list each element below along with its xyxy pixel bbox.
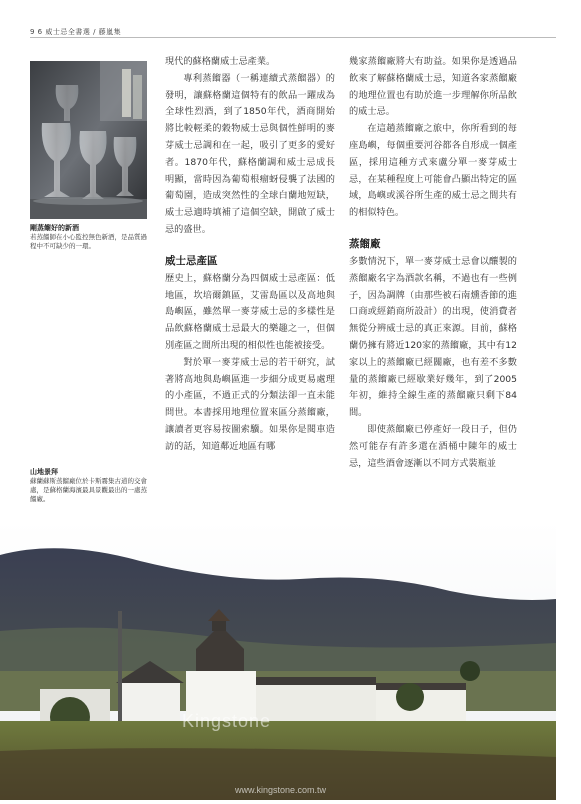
photo-caption-text: 若蒸餾師在小心監控無色新酒，是品質過程中不可缺少的一環。: [30, 233, 147, 250]
left-paragraph-4: 對於單一麥芽威士忌的若干研究，試著將高地與島嶼區進一步細分成更易處理的小產區，不過正式的分類法卻一直未能問世。本書採用地理位置來區分蒸餾廠，讓讀者更容易按圖索驥。如果你是閱車造訪的話，知道鄰近地區有哪: [165, 356, 335, 452]
distillery-landscape-photo: [0, 521, 556, 800]
photo-caption: [30, 224, 150, 251]
valley-caption-title: 山地景拜: [30, 468, 58, 476]
valley-caption-text: 蘇蘭蘇斯蒸餾廠位於卡斯霧集古道的交會處，是蘇格蘭海濱最具景觀最出的一處蒸餾廠。: [30, 477, 147, 503]
section-heading-distilleries: 蒸餾廠: [349, 237, 381, 250]
right-paragraph-4: 即使蒸餾廠已停產好一段日子，但仍然可能存有許多還在酒桶中陳年的威士忌，這些酒會逐漸以不同方式裝瓶並: [349, 423, 517, 469]
left-paragraph-2: 專利蒸餾器（一稱連續式蒸餾器）的發明，讓蘇格蘭這個特有的飲品一躍成為全球性烈酒，到了1850年代，酒商開始將比較輕柔的穀物威士忌與個性鮮明的麥芽威士忌調和在一起，吸引了更多的愛好者。1870年代，蘇格蘭調和威士忌成長明顯，當時因為葡萄根瘤蚜侵襲了法國的葡萄園，造成突然性的全球白蘭地短缺，威士忌適時填補了這個空缺，開啟了威士忌的盛世。: [165, 72, 335, 235]
right-paragraph-2: 在這趟蒸餾廠之旅中，你所看到的每座島嶼，每個重要河谷都各自形成一個產區，採用這種方式來盧分單一麥芽威士忌，在某種程度上可能會凸顯出特定的區域，島嶼或溪谷所生產的威士忌之間共有的相似特色。: [349, 123, 517, 219]
text-column-right: [349, 54, 517, 472]
photo-caption-title: 剛蒸餾好的新酒: [30, 224, 79, 232]
section-heading-regions: 威士忌產區: [165, 254, 218, 267]
valley-caption: [30, 468, 150, 504]
left-paragraph-1: 現代的蘇格蘭威士忌產業。: [165, 56, 276, 67]
right-paragraph-1: 幾家蒸餾廠將大有助益。如果你是透過品飲來了解蘇格蘭威士忌，知道各家蒸餾廠的地理位置也有助於進一步理解你所品飲的威士忌。: [349, 56, 517, 118]
page-number-label: 9 6 威士忌全書選 / 藤嵐集: [30, 28, 122, 36]
right-paragraph-3: 多數情況下，單一麥芽威士忌會以釀製的蒸餾廠名字為酒款名稱，不過也有一些例子，因為調牌（由那些被石南燻香節的進口商或經銷商所設計）的出現，使消費者無從分辨威士忌的真正來源。目前，蘇格蘭仍擁有將近120家的蒸餾廠，其中有12家以上的蒸餾廠已經關廠，也有差不多數量的蒸餾廠已經歇業好幾年，到了2005年初，維持全線生產的蒸餾廠只剩下84間。: [349, 255, 517, 419]
text-column-left: [165, 54, 335, 456]
left-paragraph-3: 歷史上，蘇格蘭分為四個威士忌產區：低地區，坎培爾鎮區，艾雷島區以及高地與島嶼區，雖然單一麥芽威士忌的多樣性是品飲蘇格蘭威士忌最大的樂趣之一，但個別產區之間所出現的相似性也能被接受。: [165, 272, 335, 351]
page-header: [0, 0, 581, 40]
whisky-glasses-photo: [30, 61, 147, 219]
watermark-brand: Kingstone: [182, 711, 272, 731]
header-rule: [30, 37, 556, 38]
watermark-url: www.kingstone.com.tw: [235, 785, 327, 795]
